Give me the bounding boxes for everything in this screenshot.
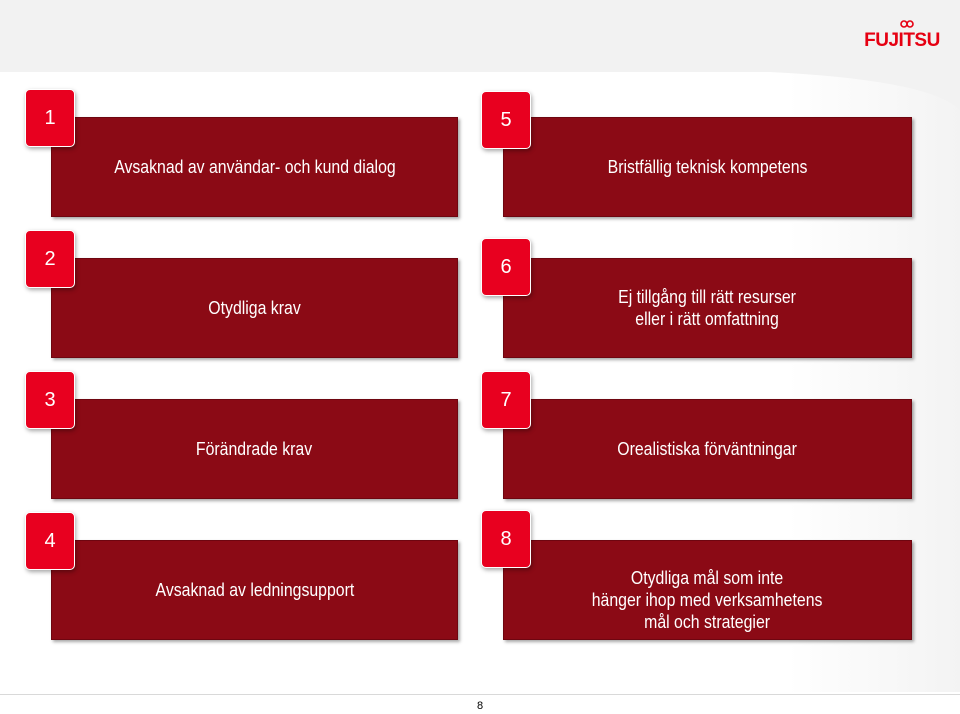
item-card-3 (51, 399, 458, 499)
item-text-2: Otydliga krav (208, 298, 301, 318)
item-badge-2: 2 (25, 230, 75, 288)
item-badge-3: 3 (25, 371, 75, 429)
item-card-5 (503, 117, 912, 217)
item-badge-1: 1 (25, 89, 75, 147)
infinity-logo-icon (900, 18, 914, 30)
item-text-7: Orealistiska förväntningar (617, 439, 798, 459)
item-badge-5: 5 (481, 91, 531, 149)
item-card-6 (503, 258, 912, 358)
footer-divider (0, 694, 960, 695)
item-badge-7: 7 (481, 371, 531, 429)
item-text-5: Bristfällig teknisk kompetens (607, 157, 808, 177)
item-card-4 (51, 540, 458, 640)
item-card-2 (51, 258, 458, 358)
item-text-1: Avsaknad av användar- och kund dialog (113, 157, 396, 177)
item-card-1 (51, 117, 458, 217)
item-badge-8: 8 (481, 510, 531, 568)
item-badge-6: 6 (481, 238, 531, 296)
item-text-8: Otydliga mål som inte hänger ihop med verksamhetens mål och strategier (592, 568, 823, 632)
page-number: 8 (476, 700, 484, 712)
item-text-4: Avsaknad av ledningsupport (155, 580, 354, 600)
logo-text: FUJITSU (864, 30, 940, 51)
item-text-3: Förändrade krav (196, 439, 313, 459)
item-card-7 (503, 399, 912, 499)
item-card-8 (503, 540, 912, 640)
item-text-6: Ej tillgång till rätt resurser eller i rätt omfattning (618, 287, 797, 329)
fujitsu-logo (862, 18, 942, 58)
item-badge-4: 4 (25, 512, 75, 570)
